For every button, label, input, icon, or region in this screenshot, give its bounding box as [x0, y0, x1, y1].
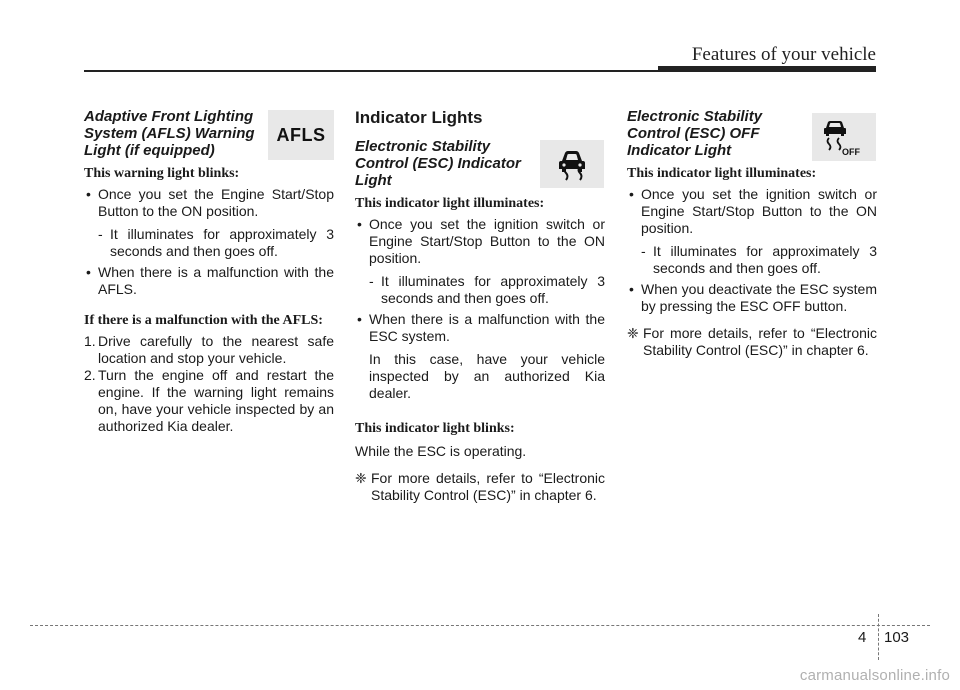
esc-note-text: For more details, refer to “Electronic Stability Control (ESC)” in chapter 6.	[371, 470, 605, 503]
esc-off-bullet1: Once you set the ignition switch or Engine Start/Stop Button to the ON position.	[641, 186, 877, 236]
step-number: 2.	[84, 367, 96, 383]
list-item	[355, 311, 605, 402]
afls-icon-label: AFLS	[276, 124, 326, 145]
esc-bullet-list	[355, 216, 605, 402]
esc-note	[355, 470, 605, 504]
afls-bullet1-sub: - It illuminates for approximately 3 seconds and then goes off.	[98, 226, 334, 260]
esc-bullet1: Once you set the ignition switch or Engine Start/Stop Button to the ON position.	[369, 216, 605, 266]
esc-bullet1-sub: - It illuminates for approximately 3 seconds and then goes off.	[369, 273, 605, 307]
esc-skid-car-icon	[540, 140, 604, 188]
esc-blink-text: While the ESC is operating.	[355, 443, 527, 459]
list-item	[84, 264, 334, 298]
esc-off-car-svg	[820, 117, 850, 151]
list-item	[84, 186, 334, 260]
afls-warning-icon	[268, 110, 334, 160]
note-mark-icon: ❈	[355, 470, 367, 486]
afls-step2: Turn the engine off and restart the engine. If the warning light remains on, have your vehicle inspected by an authorized Kia dealer.	[98, 367, 334, 434]
afls-bullet2: When there is a malfunction with the AFLS.	[98, 264, 334, 297]
list-item	[355, 216, 605, 307]
esc-blink-heading: This indicator light blinks:	[355, 421, 515, 436]
watermark: carmanualsonline.info	[799, 667, 950, 684]
esc-bullet2: When there is a malfunction with the ESC system.	[369, 311, 605, 344]
chapter-number: 4	[858, 629, 867, 646]
page-number: 103	[884, 629, 910, 646]
note-mark-icon: ❈	[627, 325, 639, 341]
afls-step1: Drive carefully to the nearest safe location and stop your vehicle.	[98, 333, 334, 366]
list-item	[627, 186, 877, 277]
running-header: Features of your vehicle	[691, 44, 876, 65]
esc-off-note	[627, 325, 877, 359]
esc-off-bullet2: When you deactivate the ESC system by pressing the ESC OFF button.	[641, 281, 877, 314]
esc-bullet2-para: In this case, have your vehicle inspected by an authorized Kia dealer.	[369, 351, 605, 401]
afls-steps	[84, 333, 334, 435]
afls-malfunction-heading: If there is a malfunction with the AFLS:	[84, 313, 323, 328]
afls-title: Adaptive Front Lighting System (AFLS) Warning Light (if equipped)	[84, 108, 255, 159]
esc-off-icon-label: OFF	[842, 147, 860, 157]
list-item	[84, 367, 334, 435]
footer-separator	[878, 614, 879, 660]
esc-title: Electronic Stability Control (ESC) Indicator Light	[355, 138, 521, 189]
afls-blink-heading: This warning light blinks:	[84, 166, 240, 181]
esc-off-bullet-list	[627, 186, 877, 315]
list-item	[84, 333, 334, 367]
list-item	[627, 281, 877, 315]
esc-off-title: Electronic Stability Control (ESC) OFF Indicator Light	[627, 108, 763, 159]
esc-off-note-text: For more details, refer to “Electronic Stability Control (ESC)” in chapter 6.	[643, 325, 877, 358]
step-number: 1.	[84, 333, 96, 349]
esc-off-illum-heading: This indicator light illuminates:	[627, 166, 817, 181]
esc-car-svg	[552, 144, 592, 184]
afls-bullet1: Once you set the Engine Start/Stop Button to the ON position.	[98, 186, 334, 219]
esc-illum-heading: This indicator light illuminates:	[355, 196, 545, 211]
afls-bullet-list	[84, 186, 334, 298]
indicator-lights-title: Indicator Lights	[355, 108, 483, 127]
esc-off-bullet1-sub: - It illuminates for approximately 3 seconds and then goes off.	[641, 243, 877, 277]
esc-off-car-icon	[812, 113, 876, 161]
header-rule-accent	[658, 66, 876, 72]
footer-rule	[30, 625, 930, 626]
